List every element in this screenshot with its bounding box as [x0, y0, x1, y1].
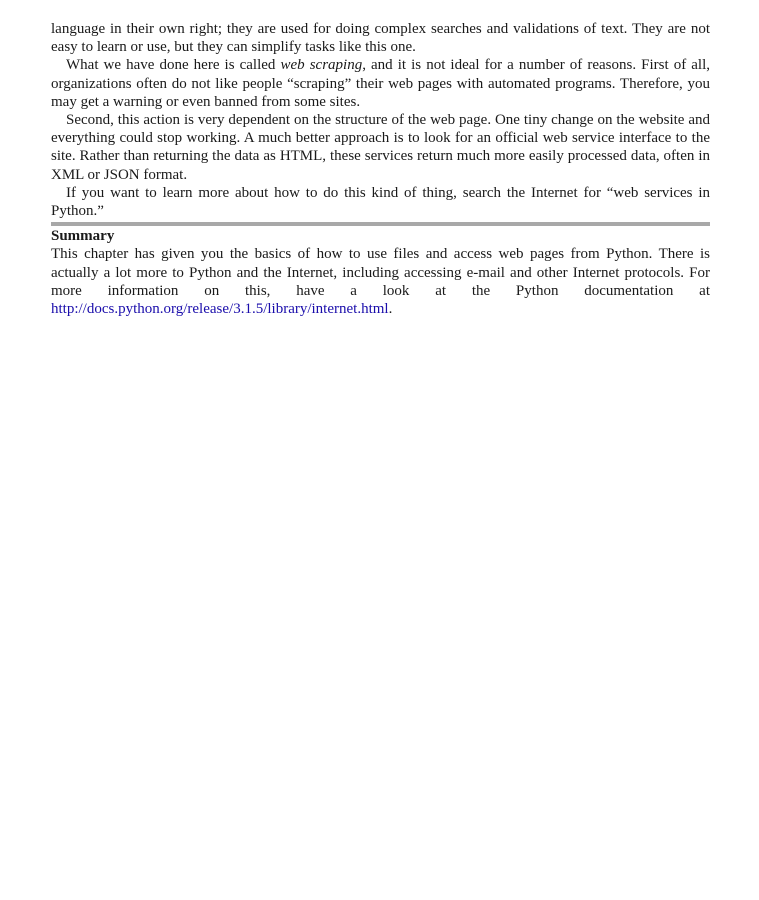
paragraph-web-scraping-rest: , and it is not ideal for a number of reasons. First of all, organizations often do not like people “scraping” their web pages with automated programs. Therefore, you may get a warning or even banned from some sites.: [51, 57, 710, 110]
term-web-scraping: web scraping: [280, 57, 363, 74]
summary-text: This chapter has given you the basics of how to use files and access web pages from Python. There is actually a lot more to Python and the Internet, including accessing e-mail and other Internet protocols. For more information on this, have a look at the Python documentation at: [51, 246, 710, 299]
paragraph-learn-more: If you want to learn more about how to do this kind of thing, search the Internet for “web services in Python.”: [51, 184, 710, 220]
paragraph-summary: [51, 245, 710, 318]
paragraph-web-scraping-start: What we have done here is called: [66, 57, 281, 74]
paragraph-web-scraping: [51, 56, 710, 111]
python-docs-link[interactable]: http://docs.python.org/release/3.1.5/library/internet.html: [51, 301, 389, 318]
paragraph-structure-dependency: Second, this action is very dependent on the structure of the web page. One tiny change on the website and everything could stop working. A much better approach is to look for an official web service interface to the site. Rather than returning the data as HTML, these services return much more easily processed data, often in XML or JSON format.: [51, 112, 710, 183]
summary-end: .: [388, 301, 393, 318]
section-heading-summary: Summary: [51, 228, 115, 245]
paragraph-regex-note: language in their own right; they are used for doing complex searches and validations of text. They are not easy to learn or use, but they can simplify tasks like this one.: [51, 21, 710, 56]
document-page: [51, 20, 710, 318]
